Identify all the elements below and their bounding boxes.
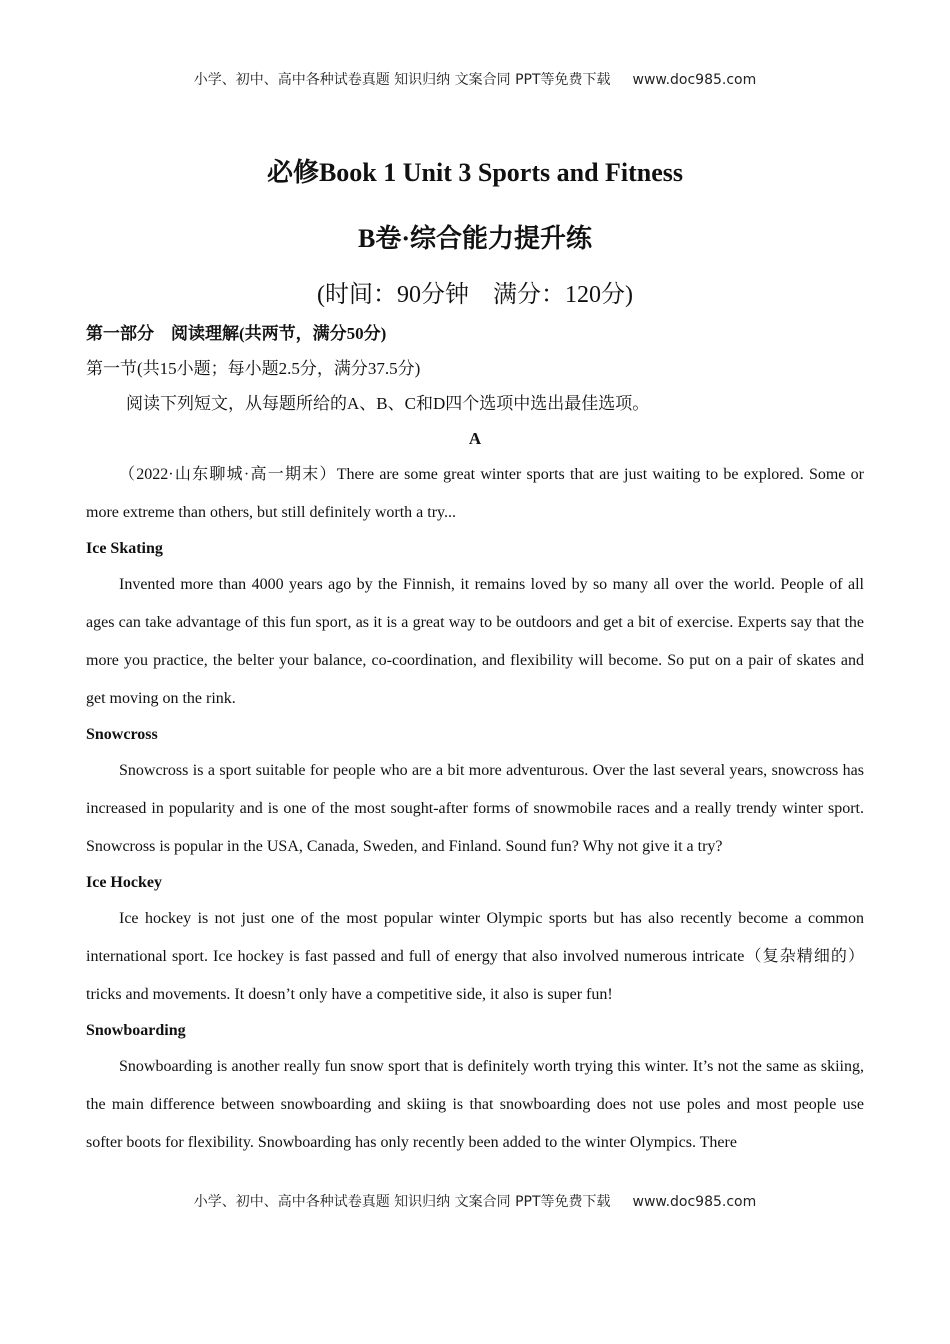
footer-banner: [0, 1191, 950, 1211]
section-heading-ice-skating: Ice Skating: [86, 540, 163, 557]
main-content: [86, 316, 864, 1162]
section-text-ice-hockey: Ice hockey is not just one of the most popular winter Olympic sports but has also recently become a common international sport. Ice hockey is fast passed and full of energy that also involved numerous intricate（复杂精细的）tricks and movements. It doesn’t only have a competitive side, it also is super fun!: [86, 910, 864, 1003]
header-banner: [0, 69, 950, 89]
instruction-text: 阅读下列短文，从每题所给的A、B、C和D四个选项中选出最佳选项。: [126, 394, 650, 413]
time-score-info: (时间：90分钟 满分：120分): [317, 282, 633, 308]
banner-site: www.doc985.com: [632, 1194, 757, 1210]
passage-label: A: [468, 429, 482, 448]
section-heading-snowcross: Snowcross: [86, 726, 158, 743]
banner-site: www.doc985.com: [632, 72, 757, 88]
section-heading-snowboarding: Snowboarding: [86, 1022, 186, 1039]
part-heading: 第一部分 阅读理解(共两节，满分50分): [86, 324, 387, 343]
document-subtitle: B卷·综合能力提升练: [357, 224, 592, 253]
banner-text: 小学、初中、高中各种试卷真题 知识归纳 文案合同 PPT等免费下载: [193, 1194, 611, 1210]
document-title: 必修Book 1 Unit 3 Sports and Fitness: [266, 158, 684, 187]
subpart-heading: 第一节(共15小题；每小题2.5分，满分37.5分): [86, 359, 421, 378]
section-heading-ice-hockey: Ice Hockey: [86, 874, 162, 891]
section-text-snowboarding: Snowboarding is another really fun snow sport that is definitely worth trying this winter. It’s not the same as skiing, the main difference between snowboarding and skiing is that snowboarding does not use poles and most people use softer boots for flexibility. Snowboarding has only recently been added to the winter Olympics. There: [86, 1058, 864, 1151]
banner-text: 小学、初中、高中各种试卷真题 知识归纳 文案合同 PPT等免费下载: [193, 72, 611, 88]
section-text-snowcross: Snowcross is a sport suitable for people who are a bit more adventurous. Over the last several years, snowcross has increased in popularity and is one of the most sought-after forms of snowmobile races and a really trendy winter sport. Snowcross is popular in the USA, Canada, Sweden, and Finland. Sound fun? Why not give it a try?: [86, 762, 864, 855]
passage-intro: （2022·山东聊城·高一期末）There are some great winter sports that are just waiting to be explored. Some or more extreme than others, but still definitely worth a try...: [86, 466, 864, 521]
section-text-ice-skating: Invented more than 4000 years ago by the Finnish, it remains loved by so many all over the world. People of all ages can take advantage of this fun sport, as it is a great way to be outdoors and get a bit of exercise. Experts say that the more you practice, the belter your balance, co-coordination, and flexibility will become. So put on a pair of skates and get moving on the rink.: [86, 576, 864, 707]
